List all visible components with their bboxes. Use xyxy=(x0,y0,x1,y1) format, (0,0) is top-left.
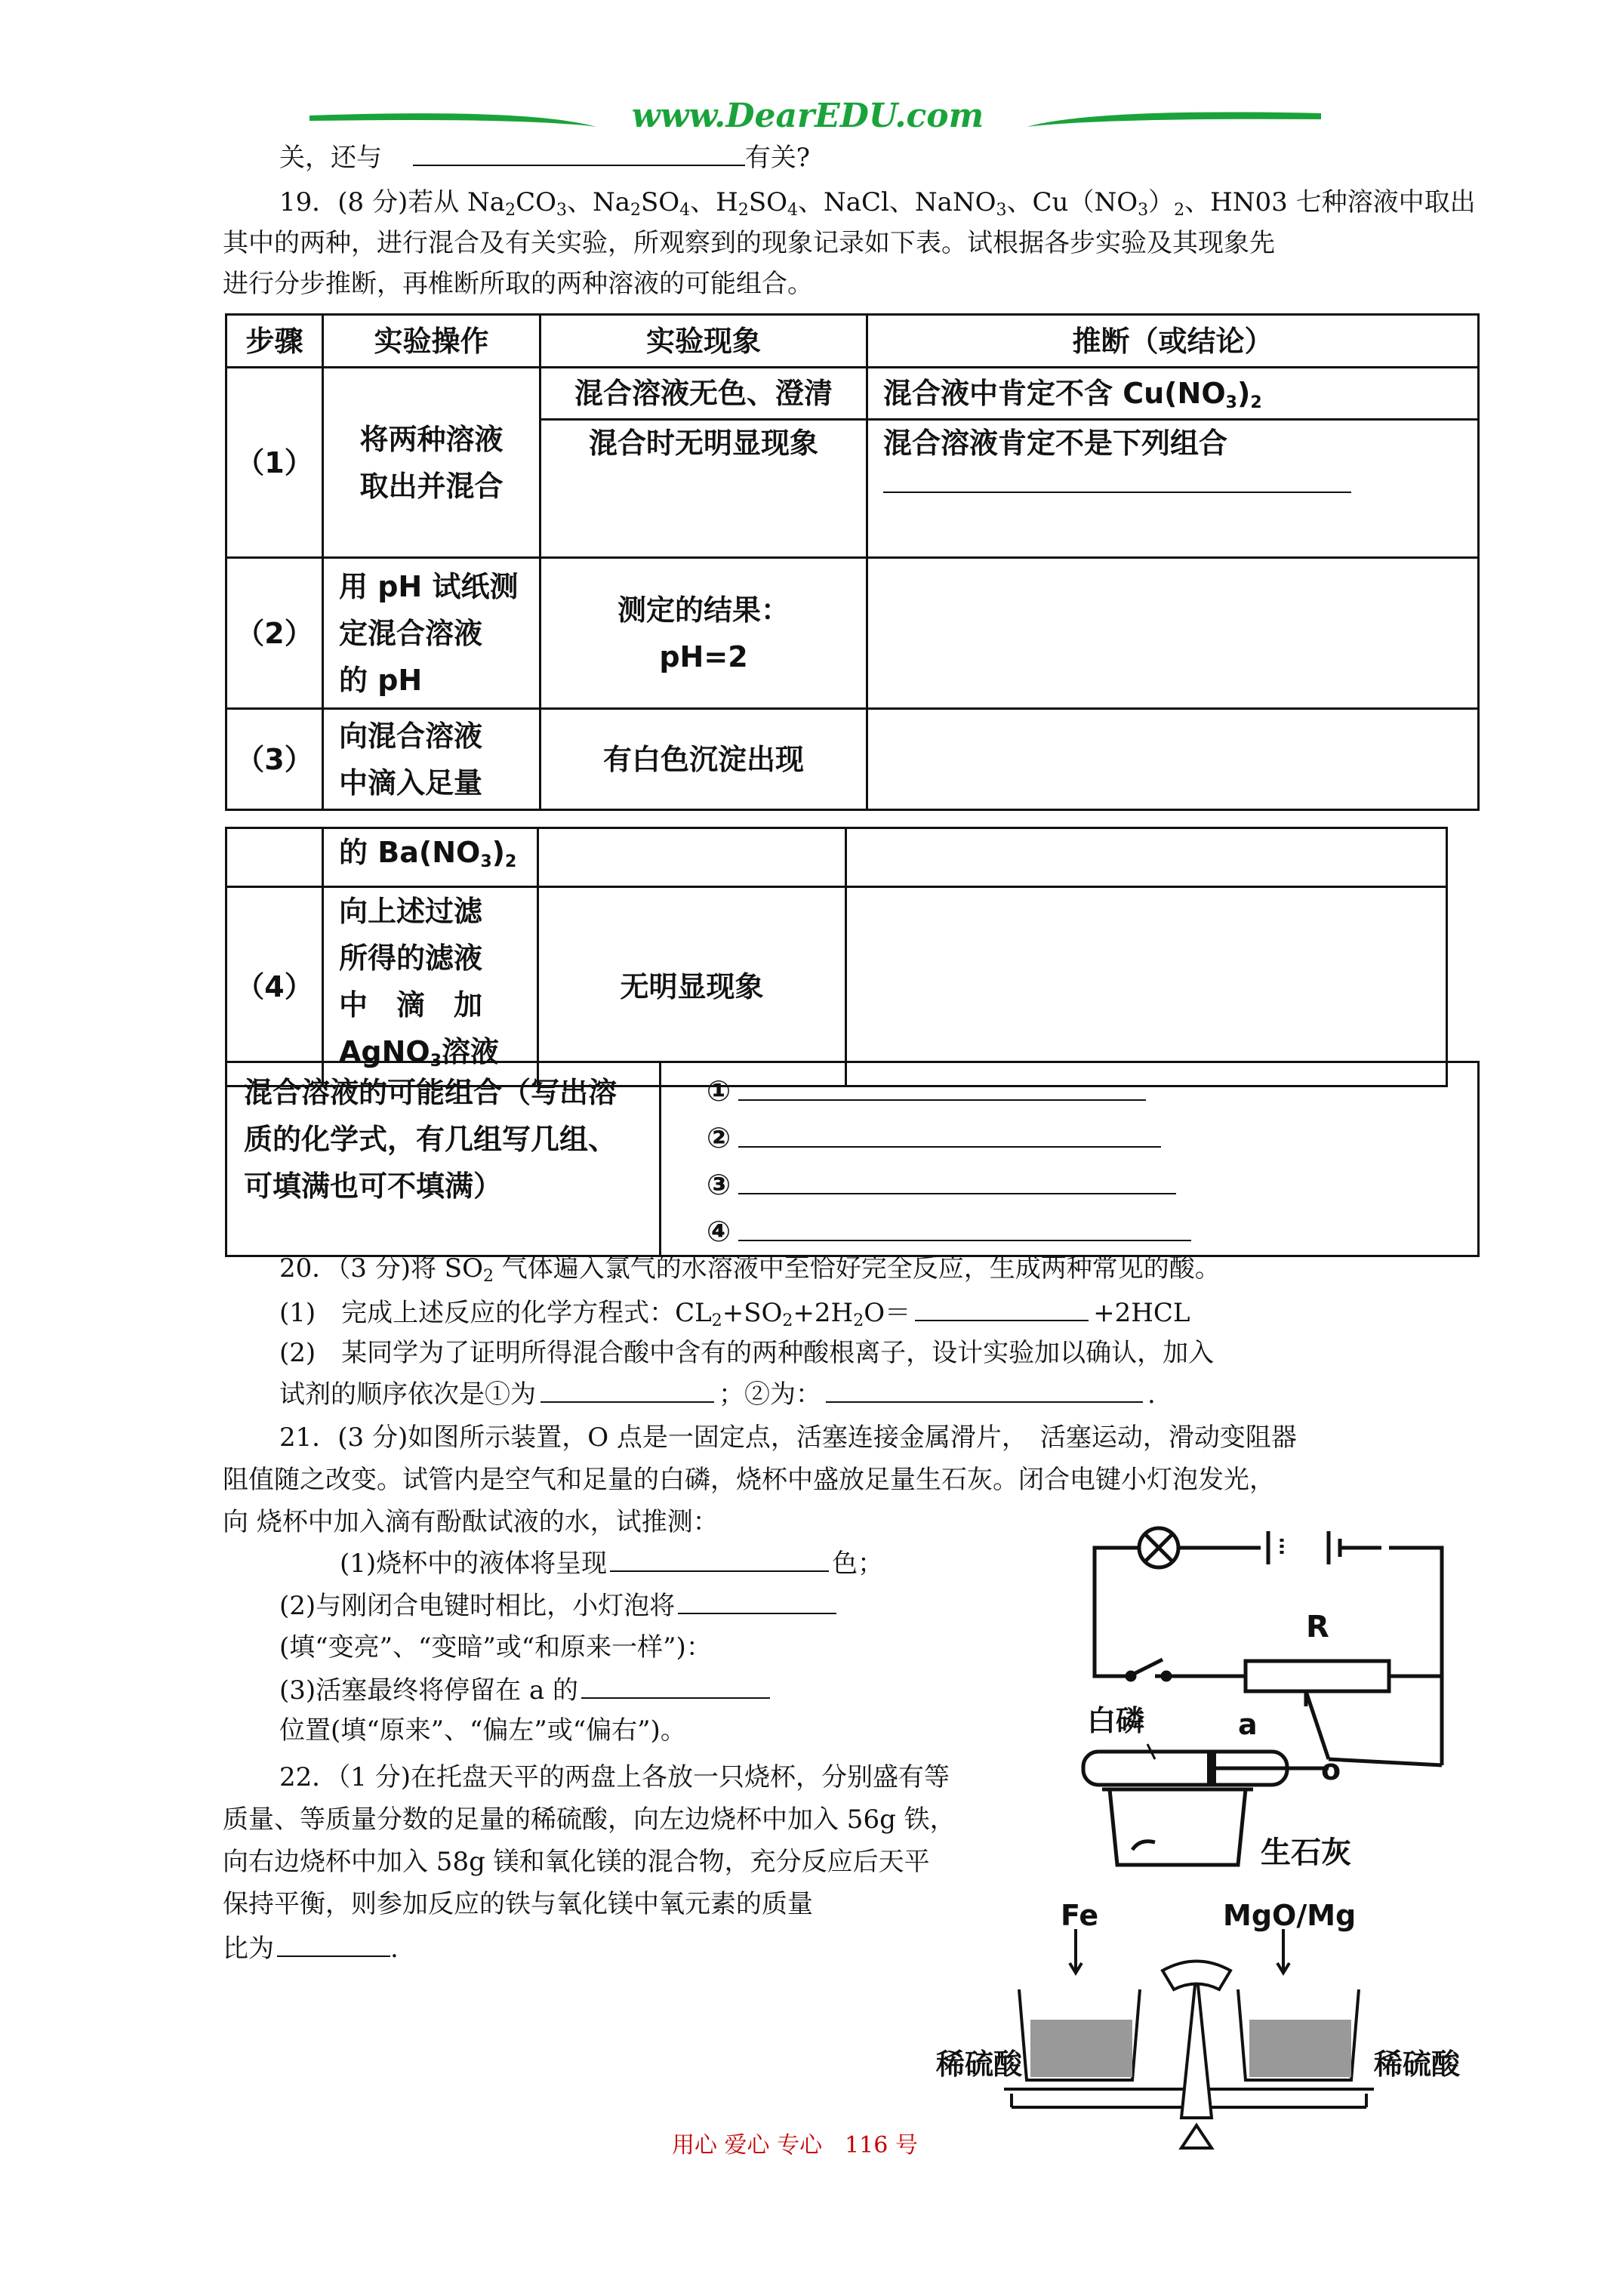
q21-piston-blank[interactable] xyxy=(581,1675,770,1699)
q21-sub1: (1)烧杯中的液体将呈现 色； xyxy=(340,1549,884,1579)
circuit-diagram-icon xyxy=(1079,1518,1472,1872)
header-operation: 实验操作 xyxy=(323,315,540,368)
experiment-table-2 xyxy=(225,827,1448,1087)
q20-line4: 试剂的顺序依次是①为 ；②为： . xyxy=(279,1379,1156,1410)
step1-num: （1） xyxy=(226,368,323,558)
step3-num: （3） xyxy=(226,709,323,810)
step3-conclusion[interactable] xyxy=(867,709,1479,810)
page-footer: 用心 爱心 专心 116 号 xyxy=(672,2132,918,2159)
q22-line4: 保持平衡，则参加反应的铁与氧化镁中氧元素的质量 xyxy=(223,1889,813,1919)
q20-equation-blank[interactable] xyxy=(915,1297,1089,1321)
header-conclusion: 推断（或结论） xyxy=(867,315,1479,368)
q21-line1: 21．(3 分)如图所示装置，O 点是一固定点，活塞连接金属滑片， 活塞运动，滑动变阻器 xyxy=(279,1422,1297,1453)
balance-figure xyxy=(936,1899,1480,2171)
label-acid-right: 稀硫酸 xyxy=(1374,2048,1461,2081)
q20-line2: (1) 完成上述反应的化学方程式：$CL_2+SO_2+2H_2O= +2HCL$ xyxy=(279,1298,1190,1330)
q21-sub3-note: 位置(填“原来”、“偏左”或“偏右”)。 xyxy=(279,1715,686,1746)
label-R: R xyxy=(1306,1610,1329,1644)
step3-operation: 向混合溶液 中滴入足量 xyxy=(323,709,540,810)
step1-phenomenon: 混合溶液无色、澄清 混合时无明显现象 xyxy=(540,368,867,558)
label-quicklime: 生石灰 xyxy=(1261,1835,1351,1870)
label-white-phosphorus: 白磷 xyxy=(1087,1704,1145,1737)
combo-label: 混合溶液的可能组合（写出溶 质的化学式，有几组写几组、 可填满也可不填满） xyxy=(226,1062,661,1256)
step1-conclusion: 混合液中肯定不含 $Cu(NO_3)_2$ 混合溶液肯定不是下列组合 xyxy=(867,368,1479,558)
q21-bulb-blank[interactable] xyxy=(678,1590,836,1614)
step2-phenomenon: 测定的结果： pH=2 xyxy=(540,558,867,709)
label-a: a xyxy=(1238,1708,1258,1741)
q22-line1: 22．（1 分)在托盘天平的两盘上各放一只烧杯，分别盛有等 xyxy=(279,1762,950,1792)
q21-sub3: (3)活塞最终将停留在 a 的 xyxy=(279,1675,770,1706)
step1-operation: 将两种溶液 取出并混合 xyxy=(323,368,540,558)
q22-line2: 质量、等质量分数的足量的稀硫酸，向左边烧杯中加入 56g 铁， xyxy=(223,1804,956,1835)
step2-conclusion[interactable] xyxy=(867,558,1479,709)
step4-operation: 向上述过滤 所得的滤液 中 滴 加 AgNO$_3$溶液 xyxy=(323,887,538,1086)
circuit-figure xyxy=(1079,1518,1472,1872)
q22-line5: 比为 . xyxy=(223,1934,399,1964)
q21-line2: 阻值随之改变。试管内是空气和足量的白磷，烧杯中盛放足量生石灰。闭合电键小灯泡发光， xyxy=(223,1465,1275,1495)
label-o: o xyxy=(1321,1753,1341,1786)
combo-blank-2[interactable] xyxy=(738,1123,1161,1148)
combo-blank-3[interactable] xyxy=(738,1170,1176,1194)
step2-num: （2） xyxy=(226,558,323,709)
header-step: 步骤 xyxy=(226,315,323,368)
step3-cont-num xyxy=(226,828,323,887)
q18-tail: 关，还与 有关? xyxy=(279,143,811,173)
q22-line3: 向右边烧杯中加入 58g 镁和氧化镁的混合物，充分反应后天平 xyxy=(223,1847,930,1877)
q19-line3: 进行分步推断，再椎断所取的两种溶液的可能组合。 xyxy=(223,269,813,299)
q19-line1: 19．(8 分)若从 $Na_2CO_3$、$Na_2SO_4$、$H_2SO_4$、NaCl、NaNO$_3$、$Cu(NO_3)_2$、HN03 七种溶液中取出 xyxy=(279,187,1476,220)
q21-color-blank[interactable] xyxy=(610,1548,829,1572)
q20-reagent2-blank[interactable] xyxy=(826,1379,1143,1403)
header-banner xyxy=(302,97,1329,142)
balance-diagram-icon xyxy=(936,1899,1480,2171)
step4-phenomenon: 无明显现象 xyxy=(538,887,846,1086)
step3-operation-cont: 的 $Ba(NO_3)_2$ xyxy=(323,828,538,887)
q21-sub2: (2)与刚闭合电键时相比，小灯泡将 xyxy=(279,1590,836,1621)
q20-line3: (2) 某同学为了证明所得混合酸中含有的两种酸根离子，设计实验加以确认，加入 xyxy=(279,1338,1215,1368)
experiment-table-1 xyxy=(225,313,1480,811)
step2-operation: 用 pH 试纸测 定混合溶液 的 pH xyxy=(323,558,540,709)
step4-conclusion[interactable] xyxy=(846,887,1447,1086)
q19-line2: 其中的两种，进行混合及有关实验，所观察到的现象记录如下表。试根据各步实验及其现象先 xyxy=(223,228,1275,258)
header-phenomenon: 实验现象 xyxy=(540,315,867,368)
step3-phenomenon: 有白色沉淀出现 xyxy=(540,709,867,810)
combo-blank-1[interactable] xyxy=(738,1077,1146,1101)
q18-blank[interactable] xyxy=(413,142,745,166)
q20-line1: 20．（3 分)将 $SO_2$ 气体遍入氯气的水溶液中至恰好完全反应，生成两种常见的酸。 xyxy=(279,1253,1221,1286)
step4-num: （4） xyxy=(226,887,323,1086)
q20-reagent1-blank[interactable] xyxy=(540,1379,714,1403)
label-acid-left: 稀硫酸 xyxy=(936,2048,1023,2081)
step3-cont-conclusion[interactable] xyxy=(846,828,1447,887)
label-mgo-mg: MgO/Mg xyxy=(1223,1899,1357,1932)
q21-sub2-note: (填“变亮”、“变暗”或“和原来一样”)： xyxy=(279,1632,712,1663)
label-fe: Fe xyxy=(1061,1899,1099,1932)
q22-ratio-blank[interactable] xyxy=(277,1933,390,1957)
step3-cont-phenomenon xyxy=(538,828,846,887)
step1-answer-blank[interactable] xyxy=(883,466,1351,493)
combo-answers: ① ② ③ ④ xyxy=(661,1062,1479,1256)
combo-blank-4[interactable] xyxy=(738,1217,1191,1241)
q21-line3: 向 烧杯中加入滴有酚酞试液的水，试推测： xyxy=(223,1507,719,1537)
combo-table xyxy=(225,1061,1480,1257)
site-title[interactable]: www.DearEDU.com xyxy=(631,97,984,135)
